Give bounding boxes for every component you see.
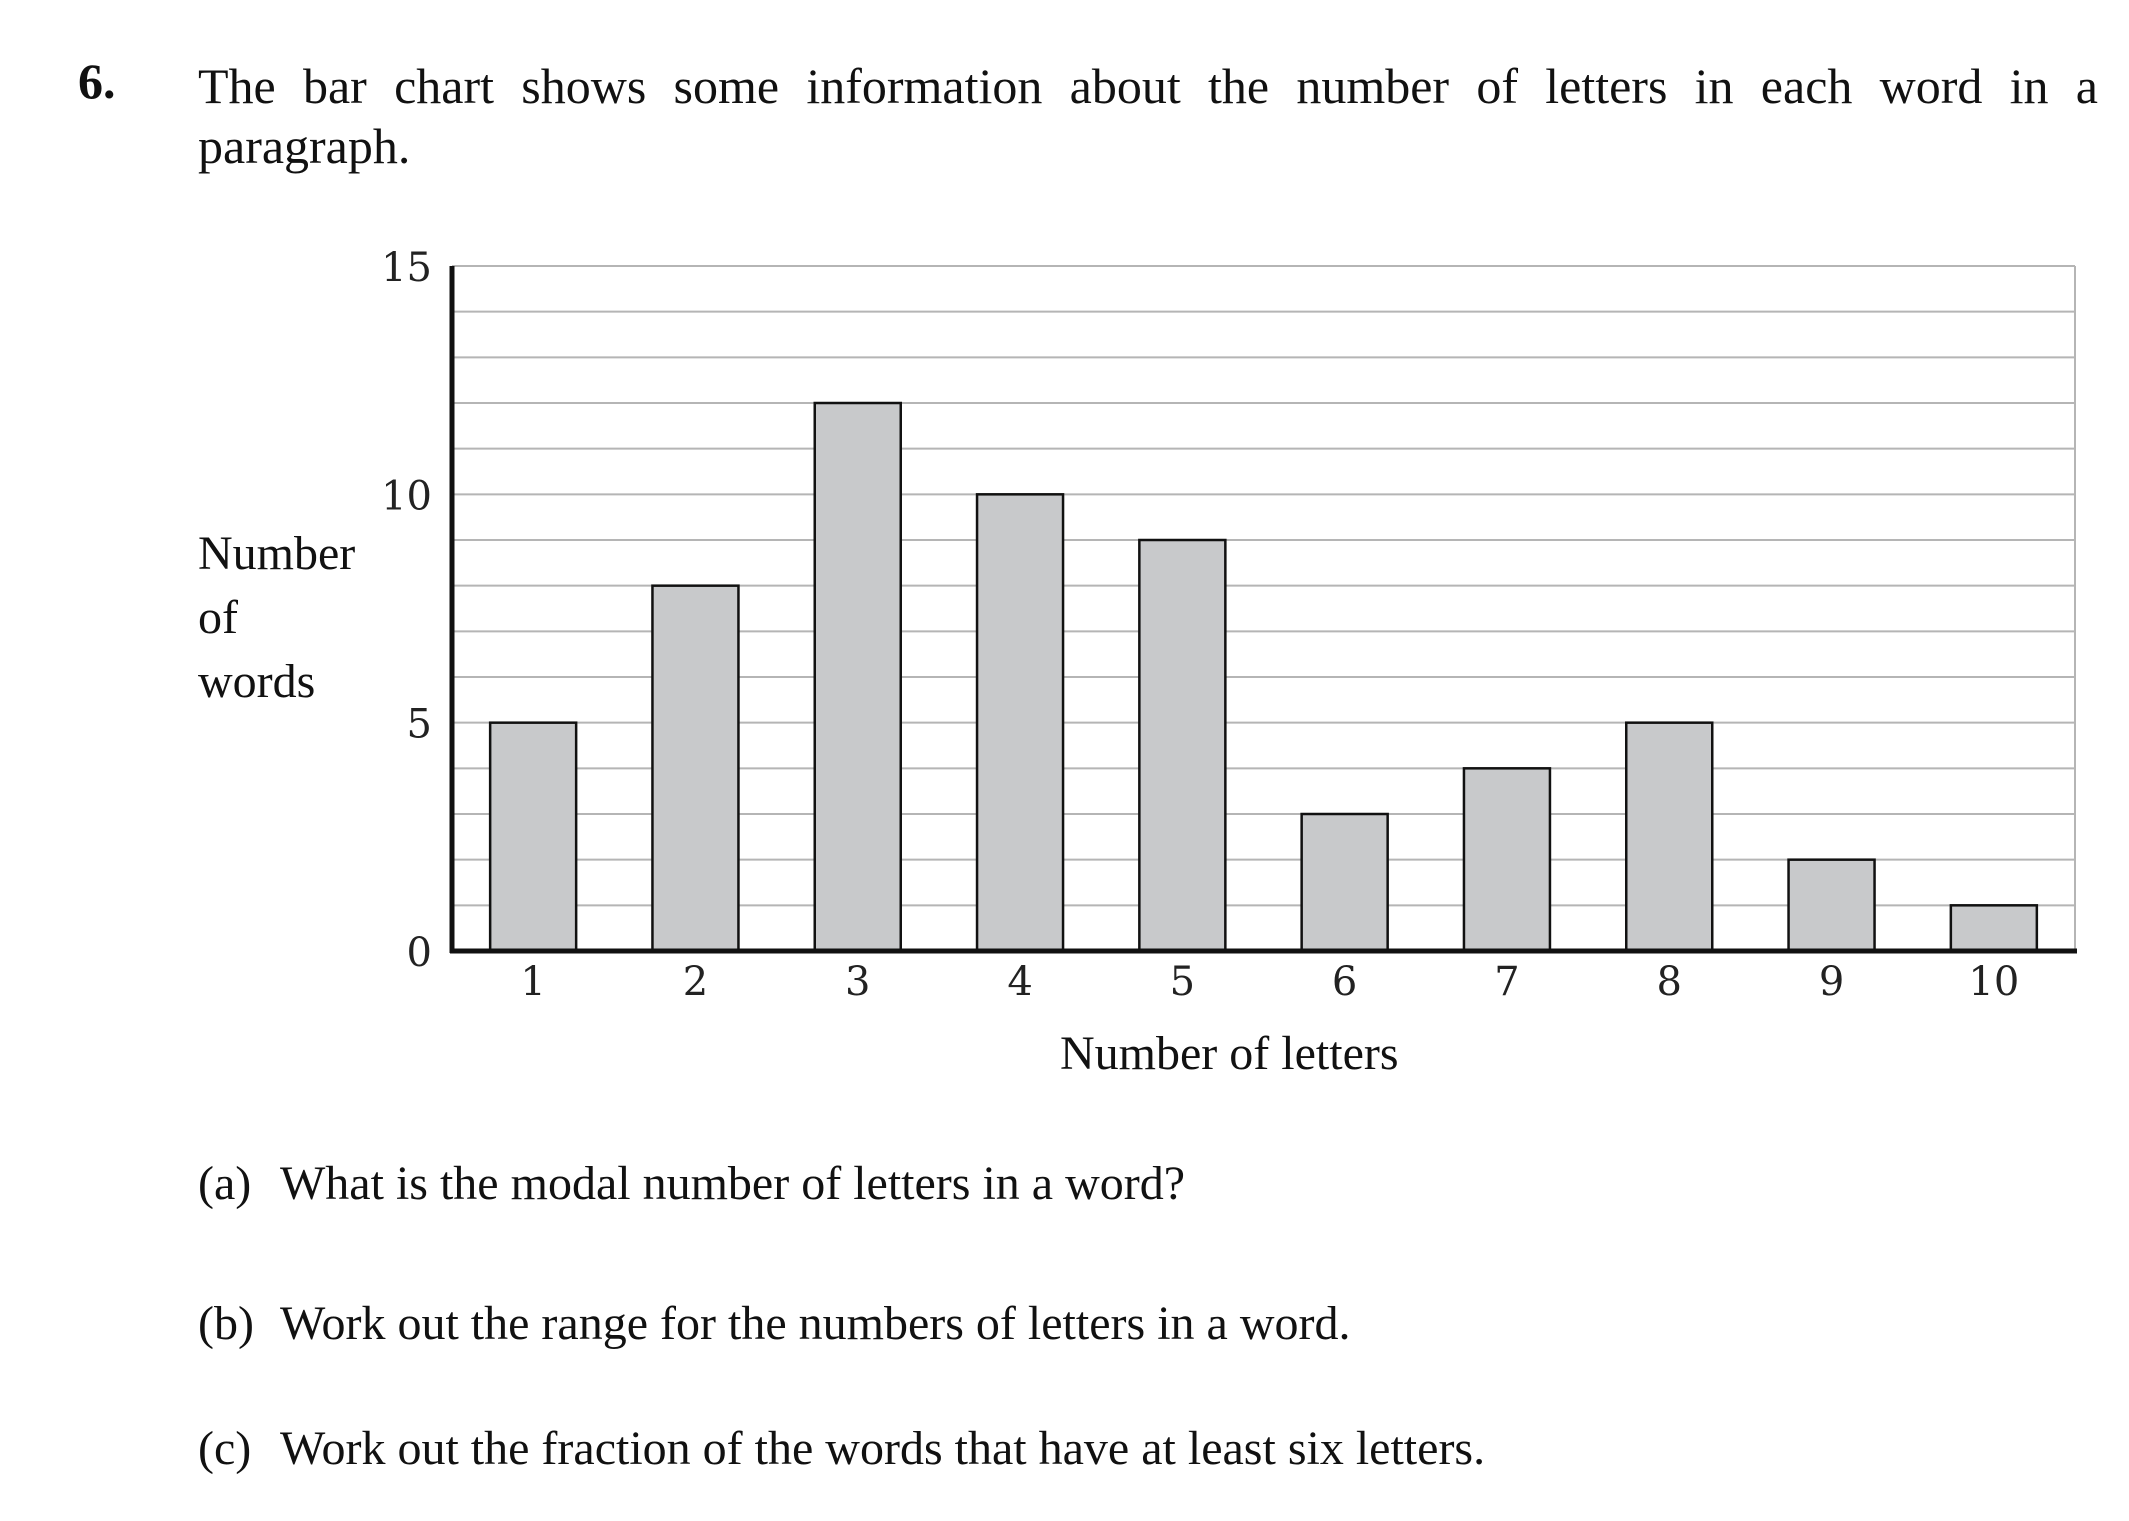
x-tick-label-8: 8	[1656, 959, 1682, 1005]
y-tick-label-10: 10	[381, 473, 432, 520]
bar-1	[490, 723, 576, 951]
part-c-tag: (c)	[198, 1422, 252, 1475]
part-a-text: What is the modal number of letters in a word?	[280, 1157, 1186, 1210]
x-tick-label-1: 1	[520, 959, 546, 1005]
x-tick-label-10: 10	[1968, 959, 2020, 1005]
question-part-c	[198, 1422, 1486, 1475]
x-tick-label-9: 9	[1818, 959, 1845, 1005]
question-number: 6.	[78, 53, 116, 109]
bar-10	[1951, 905, 2037, 951]
x-tick-label-3: 3	[845, 959, 871, 1005]
part-a-tag: (a)	[198, 1157, 252, 1210]
x-tick-label-2: 2	[682, 959, 709, 1005]
y-axis-label-line-3: words	[198, 655, 316, 708]
bar-2	[652, 586, 738, 951]
bar-3	[815, 403, 901, 951]
y-axis-label-line-2: of	[198, 591, 238, 644]
question-part-a	[198, 1157, 1186, 1210]
question-intro-line-2: paragraph.	[198, 118, 411, 174]
y-tick-label-0: 0	[406, 930, 432, 976]
question-part-b	[198, 1297, 1351, 1350]
x-tick-label-6: 6	[1331, 959, 1358, 1005]
x-axis-label: Number of letters	[1060, 1027, 1399, 1080]
bar-7	[1464, 768, 1550, 951]
y-tick-label-5: 5	[406, 701, 432, 748]
bar-8	[1626, 723, 1712, 951]
x-tick-label-5: 5	[1169, 959, 1196, 1005]
question-intro-line-1: The bar chart shows some information about the number of letters in each word in a	[198, 58, 2098, 114]
x-tick-label-4: 4	[1007, 959, 1033, 1005]
x-tick-label-7: 7	[1494, 959, 1520, 1005]
y-axis-label-line-1: Number	[198, 527, 356, 580]
part-b-text: Work out the range for the numbers of letters in a word.	[280, 1297, 1351, 1350]
bar-5	[1139, 540, 1225, 951]
part-b-tag: (b)	[198, 1297, 254, 1350]
bar-4	[977, 494, 1063, 951]
bar-6	[1302, 814, 1388, 951]
bar-9	[1789, 860, 1875, 951]
y-tick-label-15: 15	[381, 245, 432, 291]
part-c-text: Work out the fraction of the words that have at least six letters.	[280, 1422, 1486, 1475]
